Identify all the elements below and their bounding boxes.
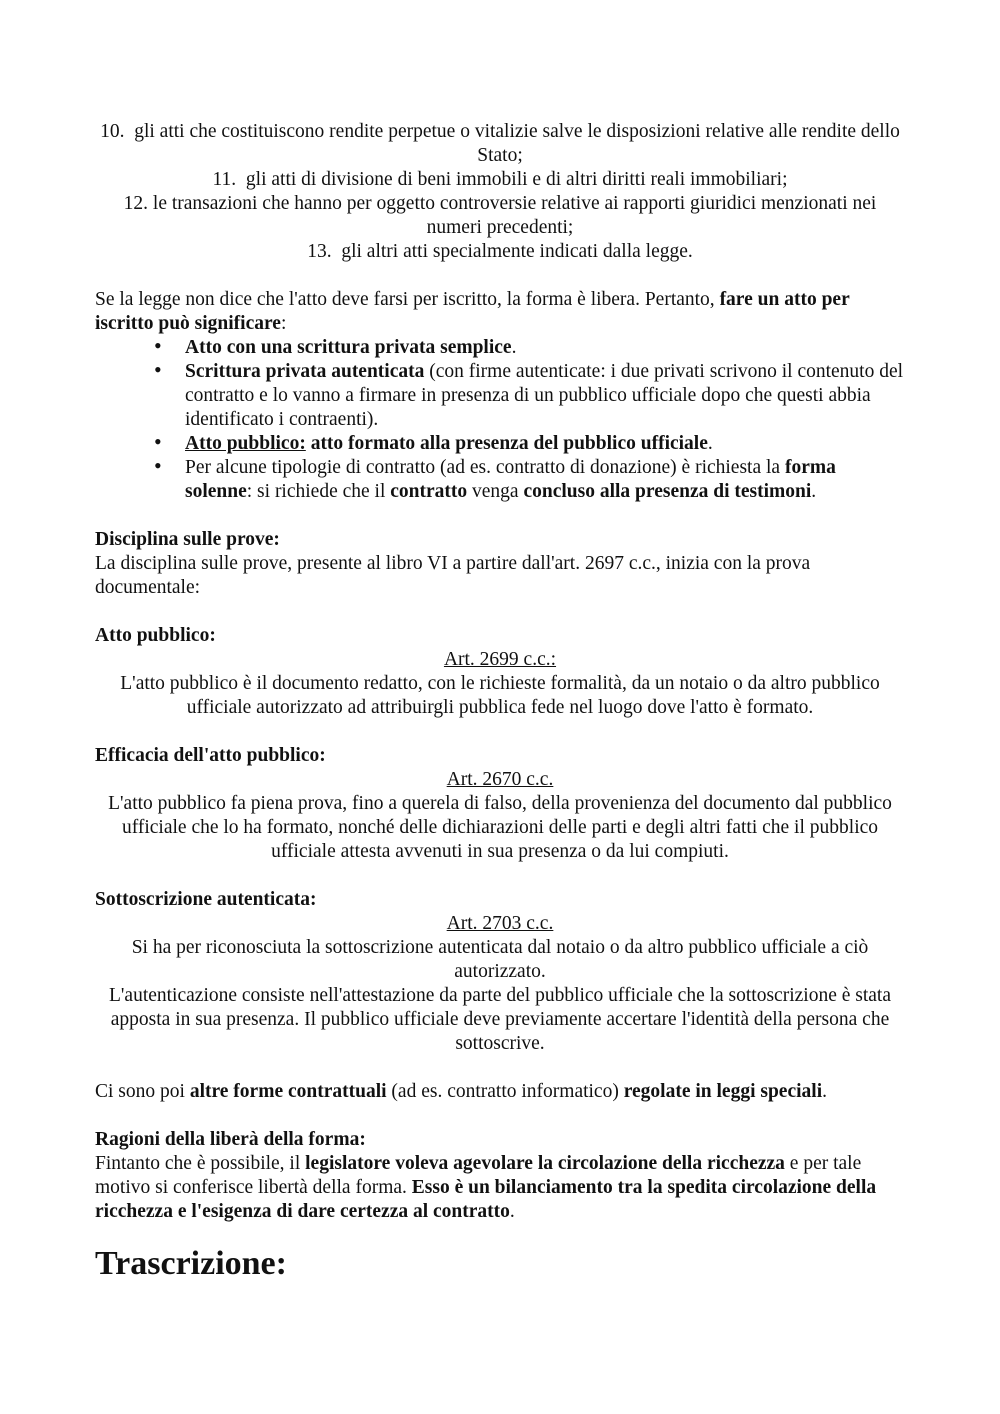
bullet-text: Per alcune tipologie di contratto (ad es. contratto di donazione) è richiesta la [185, 457, 785, 478]
bullet-bold: concluso alla presenza di testimoni [523, 481, 812, 502]
article-text: L'autenticazione consiste nell'attestazione da parte del pubblico ufficiale che la sottoscrizione è stata apposta in sua presenza. Il pubblico ufficiale deve previamente accertare l'identità della persona che sottoscrive. [108, 985, 891, 1054]
list-item-number: 13. [307, 241, 332, 262]
paragraph-text: (ad es. contratto informatico) [386, 1081, 624, 1102]
paragraph-bold: altre forme contrattuali [189, 1081, 387, 1102]
bullet-text: . [811, 481, 817, 502]
bullet-item [185, 432, 905, 456]
list-item-number: 10. [100, 121, 125, 142]
bullet-bold: contratto [390, 481, 468, 502]
numbered-list [95, 120, 905, 264]
altre-forme-paragraph [95, 1080, 905, 1104]
intro-bold: fare un atto per iscritto può significare [95, 289, 850, 334]
section-heading: Efficacia dell'atto pubblico: [95, 745, 326, 766]
bullet-item [185, 336, 905, 360]
article-reference [95, 648, 905, 672]
bullet-item [185, 360, 905, 432]
paragraph-bold: Esso è un bilanciamento tra la spedita circolazione della ricchezza e l'esigenza di dare certezza al contratto [95, 1177, 877, 1222]
article-reference [95, 768, 905, 792]
bullet-text: . [707, 433, 713, 454]
paragraph-text: . [822, 1081, 827, 1102]
section-heading: Disciplina sulle prove: [95, 529, 280, 550]
list-item-text: le transazioni che hanno per oggetto controversie relative ai rapporti giuridici menzionati nei numeri precedenti; [152, 193, 877, 238]
ragioni-heading [95, 1128, 905, 1152]
sottoscrizione-heading [95, 888, 905, 912]
intro-paragraph [95, 288, 905, 336]
bullet-item [185, 456, 905, 504]
list-item [95, 240, 905, 264]
bullet-text: . [511, 337, 517, 358]
list-item-text: gli atti di divisione di beni immobili e di altri diritti reali immobiliari; [245, 169, 788, 190]
list-item-text: gli altri atti specialmente indicati dalla legge. [341, 241, 693, 262]
article-link: Art. 2670 c.c. [446, 769, 554, 790]
list-item-number: 11. [212, 169, 237, 190]
section-heading: Sottoscrizione autenticata: [95, 889, 317, 910]
article-link: Art. 2703 c.c. [446, 913, 554, 934]
list-item [95, 192, 905, 240]
paragraph-text: e per tale motivo si conferisce libertà della forma. [95, 1153, 862, 1198]
bullet-bold: forma solenne [185, 457, 836, 502]
prove-heading [95, 528, 905, 552]
bullet-bold: Scrittura privata autenticata [185, 361, 425, 382]
paragraph-bold: regolate in leggi speciali [623, 1081, 823, 1102]
list-item [95, 168, 905, 192]
section-title: Trascrizione: [95, 1245, 287, 1282]
paragraph-text: . [509, 1201, 515, 1222]
article-link: Art. 2699 c.c.: [443, 649, 557, 670]
article-text: L'atto pubblico fa piena prova, fino a querela di falso, della provenienza del documento dal pubblico ufficiale che lo ha formato, nonché delle dichiarazioni delle parti e degli altri fatti che il pubblico ufficiale attesta avvenuti in sua presenza o da lui compiuti. [108, 793, 892, 862]
atto-pubblico-heading [95, 624, 905, 648]
prove-paragraph: La disciplina sulle prove, presente al libro VI a partire dall'art. 2697 c.c., inizia con la prova documentale: [95, 553, 811, 598]
list-item-number: 12. [123, 193, 149, 214]
intro-end: : [280, 313, 287, 334]
bullet-bold: atto formato alla presenza del pubblico ufficiale [305, 433, 708, 454]
bullet-bold: Atto con una scrittura privata semplice [185, 337, 512, 358]
section-heading: Atto pubblico: [95, 625, 216, 646]
bullet-bold-underlined: Atto pubblico: [185, 433, 306, 454]
list-item [95, 120, 905, 168]
paragraph-bold: legislatore voleva agevolare la circolazione della ricchezza [305, 1153, 785, 1174]
paragraph-text: Fintanto che è possibile, il [95, 1153, 306, 1174]
ragioni-paragraph [95, 1152, 905, 1224]
forms-bullet-list [95, 336, 905, 504]
article-text: L'atto pubblico è il documento redatto, con le richieste formalità, da un notaio o da altro pubblico ufficiale autorizzato ad attribuirgli pubblica fede nel luogo dove l'atto è formato. [120, 673, 880, 718]
paragraph-text: Ci sono poi [95, 1081, 190, 1102]
document-page [95, 120, 905, 1284]
article-reference [95, 912, 905, 936]
article-text: Si ha per riconosciuta la sottoscrizione autenticata dal notaio o da altro pubblico ufficiale a ciò autorizzato. [131, 937, 869, 982]
bullet-text: : si richiede che il [246, 481, 391, 502]
bullet-text: (con firme autenticate: i due privati scrivono il contenuto del contratto e lo vanno a firmare in presenza di un pubblico ufficiale dopo che questi abbia identificato i contraenti). [185, 361, 904, 430]
list-item-text: gli atti che costituiscono rendite perpetue o vitalizie salve le disposizioni relative alle rendite dello Stato; [134, 121, 900, 166]
section-heading: Ragioni della liberà della forma: [95, 1129, 366, 1150]
efficacia-heading [95, 744, 905, 768]
intro-text: Se la legge non dice che l'atto deve farsi per iscritto, la forma è libera. Pertanto, [95, 289, 720, 310]
bullet-text: venga [467, 481, 524, 502]
